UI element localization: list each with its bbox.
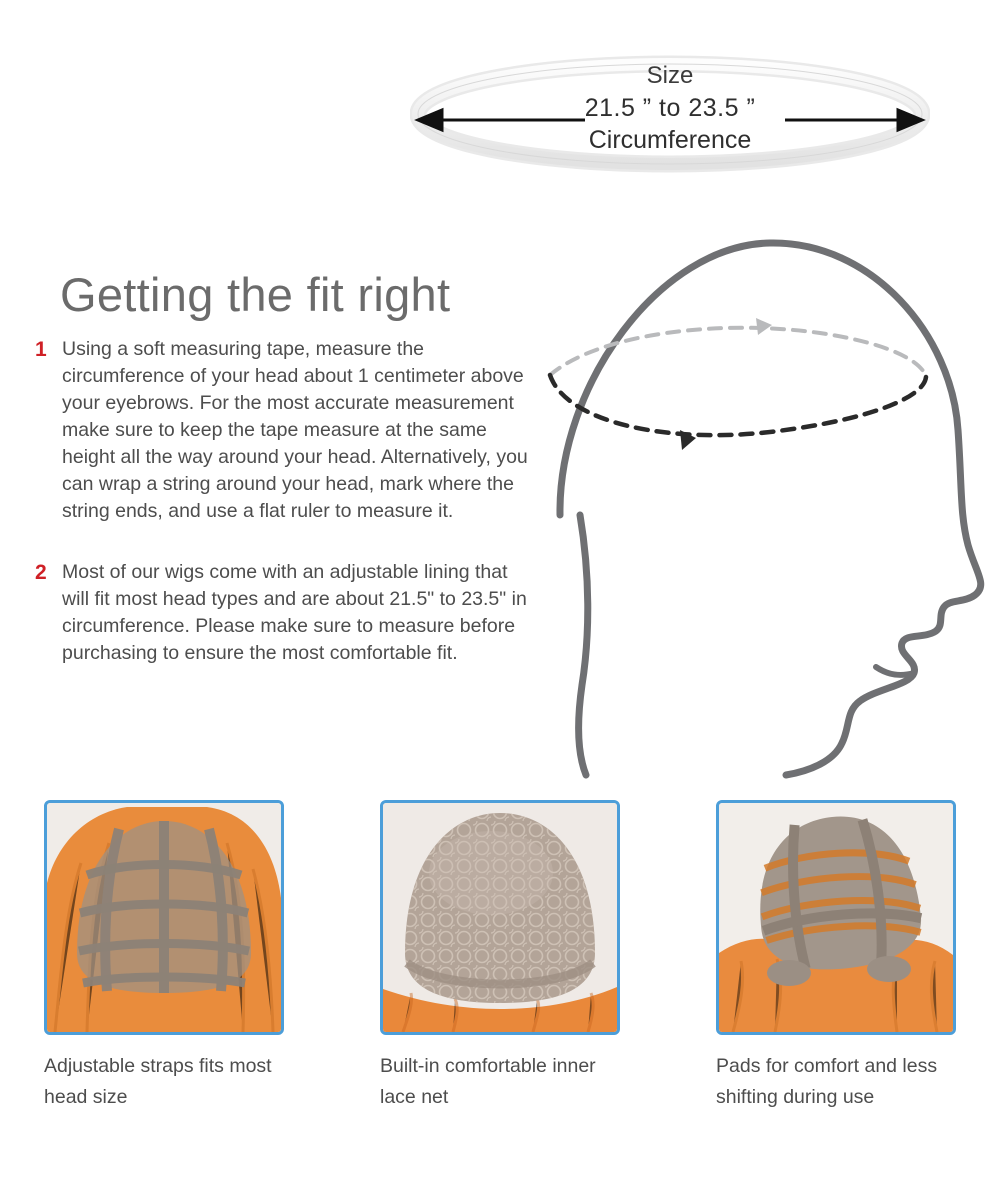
card-caption: Built-in comfortable inner lace net [380,1055,596,1108]
card-image-frame [44,800,284,1035]
head-profile-icon [520,215,990,790]
wig-cap-comfort-pads-icon [719,803,953,1032]
instruction-steps [30,336,530,701]
step-number: 2 [35,561,47,584]
feature-card [716,800,956,1113]
wig-cap-adjustable-straps-icon [47,803,281,1032]
step-text: Most of our wigs come with an adjustable lining that will fit most head types and are about 21.5" to 23.5" in circumference. Please make sure to measure before purchasing to ensure the most comfortable fit. [62,561,527,664]
instruction-step [30,336,530,525]
size-band-illustration [410,52,930,182]
size-label: Size [646,62,694,89]
card-image-frame [380,800,620,1035]
instruction-step [30,559,530,667]
feature-card [380,800,620,1113]
step-number: 1 [35,338,47,361]
size-measurement: 21.5 ” to 23.5 ” [584,94,756,122]
card-image-frame [716,800,956,1035]
head-measure-diagram [520,215,990,790]
step-text: Using a soft measuring tape, measure the circumference of your head about 1 centimeter above your eyebrows. For the most accurate measurement make sure to keep the tape measure at the same height all the way around your head. Alternatively, you can wrap a string around your head, mark where the string ends, and use a flat ruler to measure it. [62,338,528,522]
card-caption: Adjustable straps fits most head size [44,1055,272,1108]
page-title: Getting the fit right [60,268,451,322]
feature-card [44,800,284,1113]
feature-cards [0,800,1000,1113]
circumference-label: Circumference [588,126,752,154]
card-caption: Pads for comfort and less shifting during use [716,1055,938,1108]
wig-cap-inner-lace-net-icon [383,803,617,1032]
